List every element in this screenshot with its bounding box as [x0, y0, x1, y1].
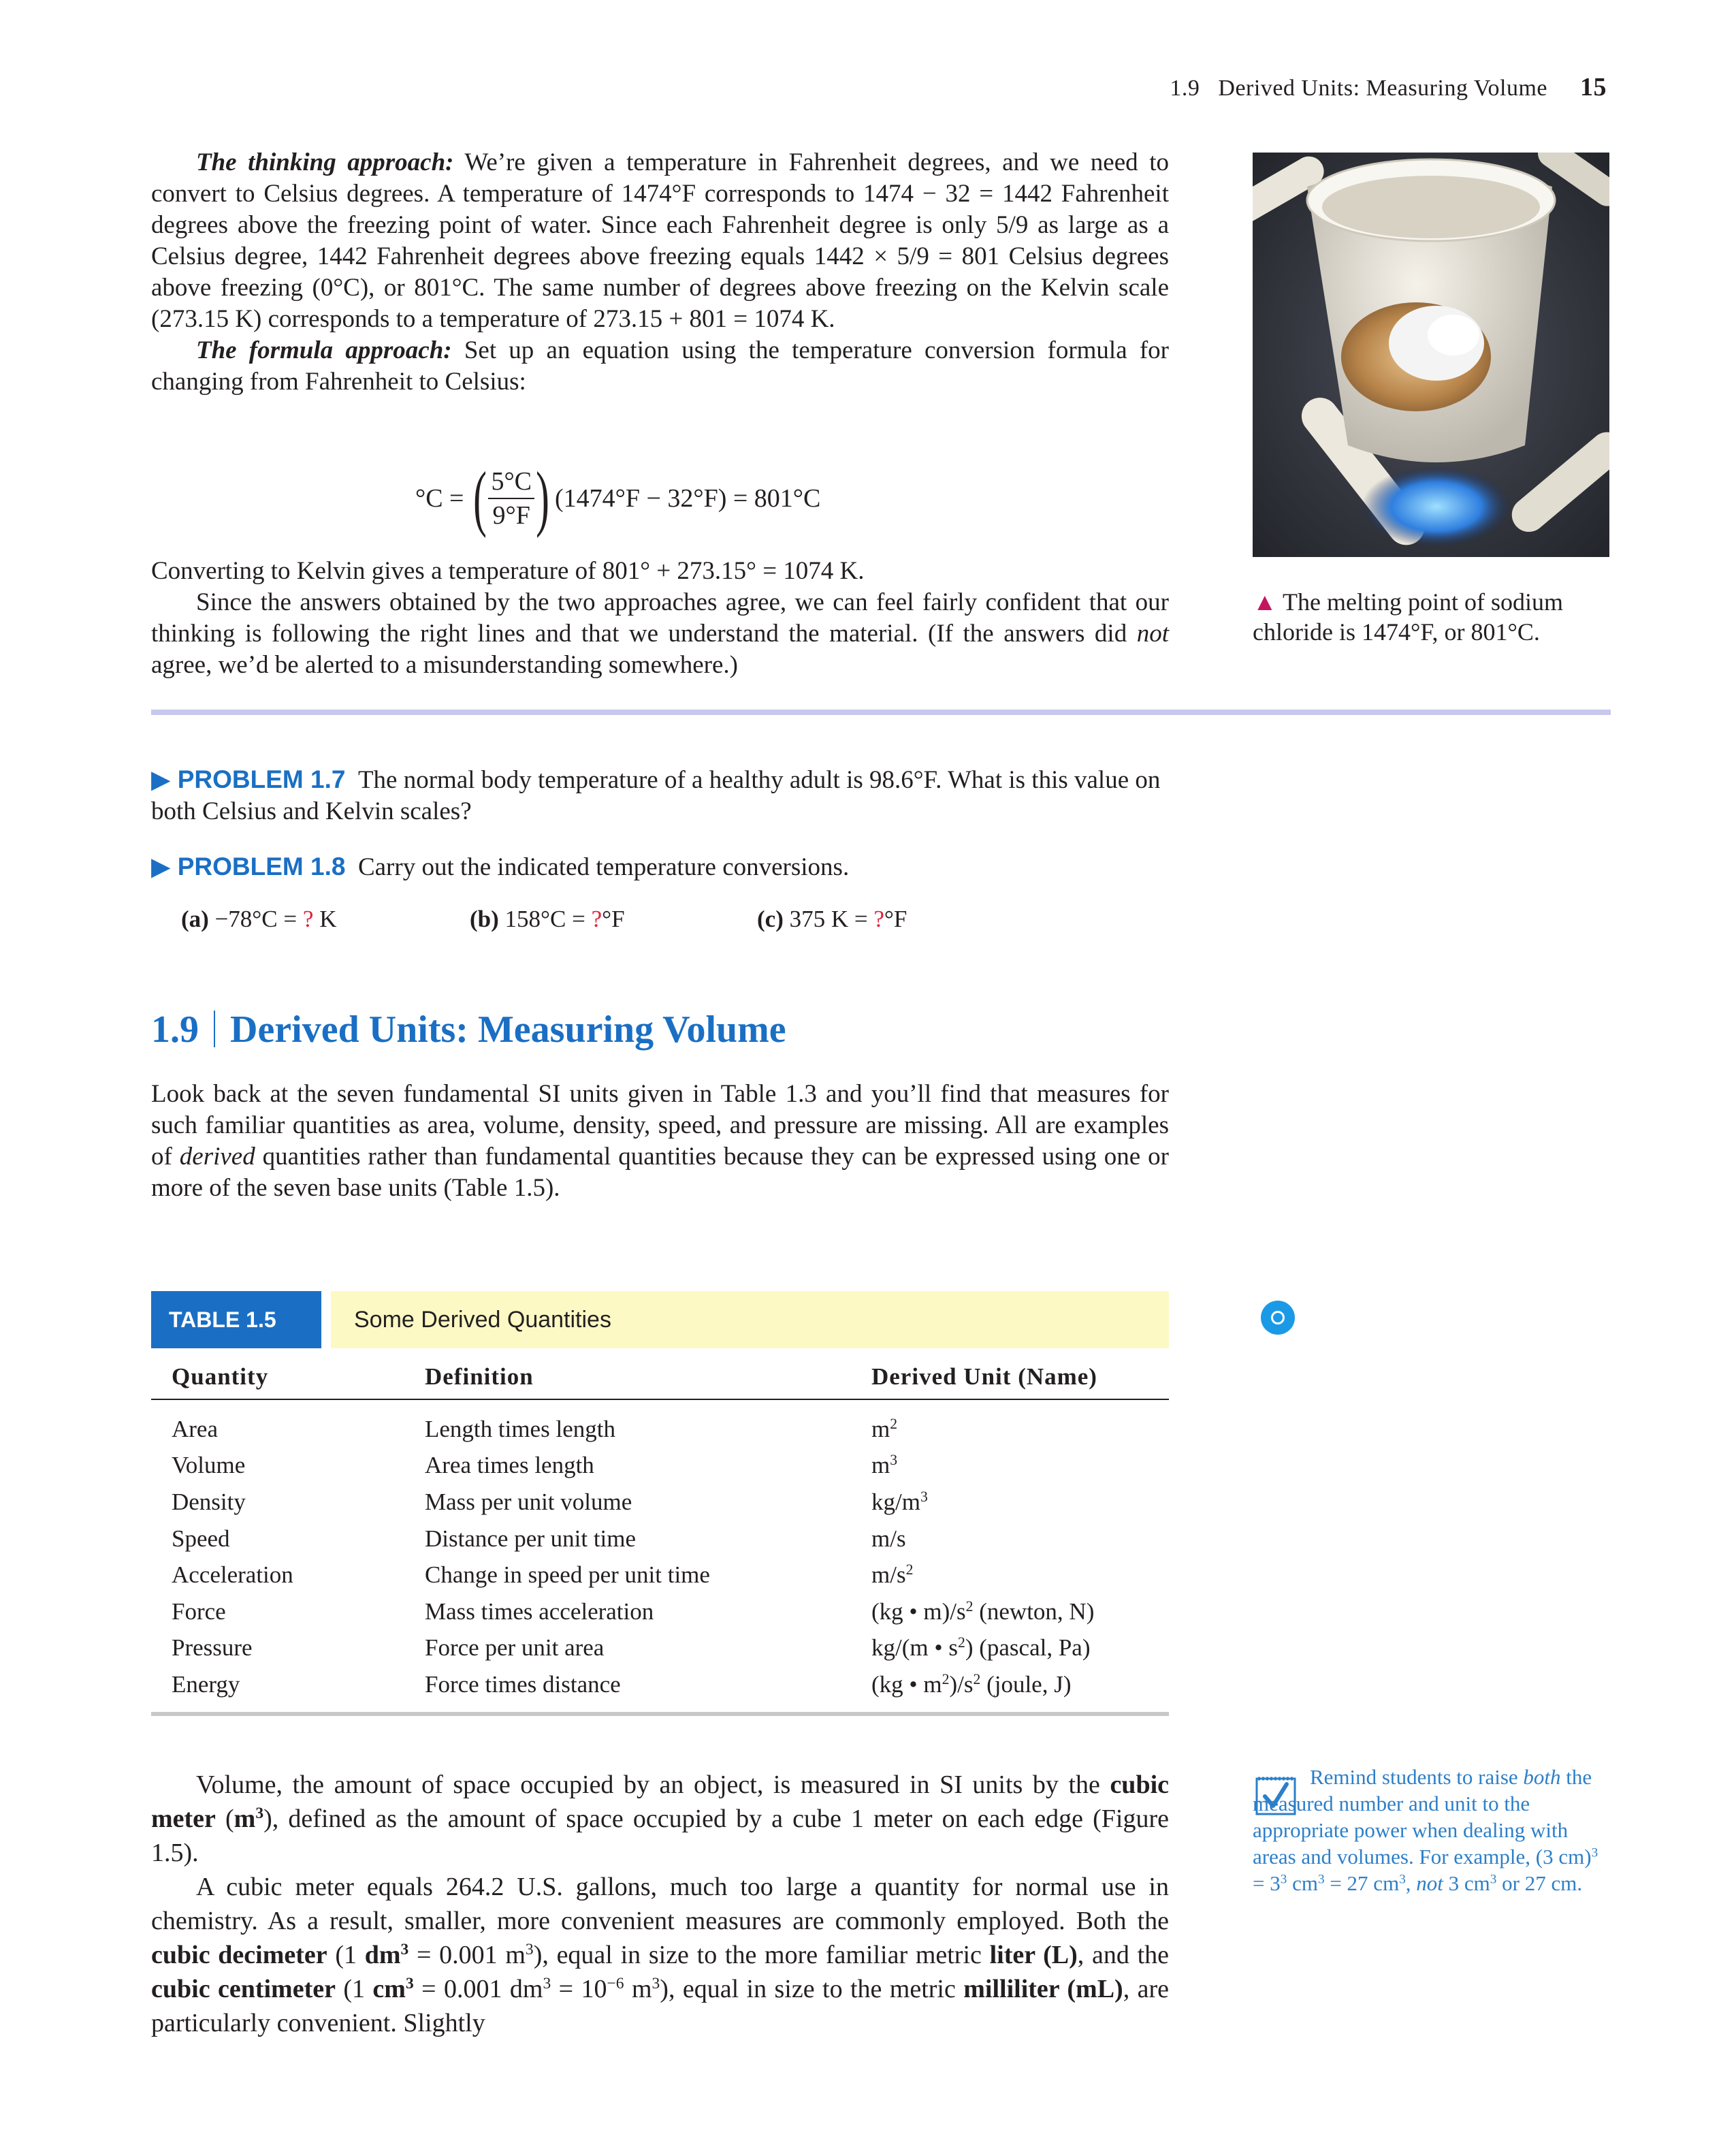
table-row: Density Mass per unit volume $kg/m^3$ — [172, 1488, 928, 1515]
thinking-approach-text: We’re given a temperature in Fahrenheit degrees, and we need to convert to Celsius degrees. A temperature of 1474°F corresponds to 1474 − 32 = 1442 Fahrenheit degrees above the freezing point of water. Since each Fahrenheit degree is only 5/9 as large as a Celsius degree, 1442 Fahrenheit degrees above freezing equals 1442 × 5/9 = 801 Celsius degrees above freezing (0°C), or 801°C. The same number of degrees above freezing on the Kelvin scale (273.15 K) corresponds to a temperature of 273.15 + 801 = 1074 K. — [151, 148, 1169, 333]
table-row: Volume Area times length $m^3$ — [172, 1452, 898, 1479]
section-number: 1.9 — [151, 1008, 199, 1051]
photo-caption — [1253, 587, 1613, 647]
right-paren: ) — [536, 458, 549, 539]
term-cubic-meter: cubic meter — [151, 1770, 1169, 1833]
emphasis-derived: derived — [179, 1143, 255, 1171]
agreement-paragraph: Since the answers obtained by the two approaches agree, we can feel fairly confident that our thinking is following the right lines and that we understand the material. (If the answers did not agree, we’d be alerted to a misunderstanding somewhere.) — [151, 588, 1169, 679]
kelvin-line: Converting to Kelvin gives a temperature of 801° + 273.15° = 1074 K. — [151, 557, 865, 585]
table-row: Acceleration Change in speed per unit time $m/s^2$ — [172, 1561, 914, 1589]
left-paren: ( — [473, 458, 487, 539]
problem-1-7-text: The normal body temperature of a healthy adult is 98.6°F. What is this value on both Celsius and Kelvin scales? — [151, 766, 1161, 825]
term-cubic-decimeter: cubic decimeter — [151, 1941, 327, 1969]
column-header-unit: Derived Unit (Name) — [851, 1356, 1169, 1399]
conclusion-text — [151, 556, 1169, 681]
problem-1-8-part-a: (a) −78°C = ? K — [181, 906, 337, 932]
page-number: 15 — [1580, 73, 1607, 101]
margin-note-text: Remind students to raise both the measured number and unit to the appropriate power when dealing with areas and volumes. For example, (3 $cm)^3 = 3^3$ $cm^3 = 27$ $cm^3$, not 3 $cm^3$ or 27 cm. — [1253, 1765, 1598, 1895]
table-row: Force Mass times acceleration (kg • $m)/s^2$ (newton, N) — [172, 1598, 1095, 1625]
formula-approach-lead: The formula approach: — [196, 336, 452, 364]
section-title: Derived Units: Measuring Volume — [230, 1008, 786, 1051]
term-liter: liter (L) — [989, 1941, 1078, 1969]
section-heading — [151, 1008, 786, 1051]
running-header-section: 1.9 Derived Units: Measuring Volume — [1170, 76, 1547, 101]
caption-text: The melting point of sodium chloride is 1474°F, or 801°C. — [1253, 588, 1563, 646]
problem-1-8-part-c: (c) 375 K = ?°F — [757, 906, 907, 932]
fraction-denominator: 9°F — [492, 501, 530, 530]
problem-1-8-part-b: (b) 158°C = ?°F — [470, 906, 625, 932]
problem-1-8-label: ▶ PROBLEM 1.8 — [151, 853, 346, 880]
table-row: Area Length times length $m^2$ — [172, 1415, 898, 1442]
formula-approach-paragraph — [151, 335, 1169, 398]
emphasis-not: not — [1136, 620, 1169, 648]
question-mark: ? — [591, 906, 602, 932]
heading-bar — [214, 1011, 215, 1047]
margin-note — [1253, 1764, 1613, 1896]
column-header-definition: Definition — [404, 1356, 851, 1399]
table-row: Energy Force times distance (kg • $m^2)/s^2$ (joule, J) — [172, 1670, 1072, 1698]
table-title: Some Derived Quantities — [331, 1291, 1169, 1348]
intro-paragraph: Look back at the seven fundamental SI units given in Table 1.3 and you’ll find that measures for such familiar quantities as area, volume, density, speed, and pressure are missing. All are examples of derived quantities rather than fundamental quantities because they can be expressed using one or more of the seven base units (Table 1.5). — [151, 1080, 1169, 1202]
problem-1-7-label: ▶ PROBLEM 1.7 — [151, 765, 346, 793]
question-mark: ? — [302, 906, 314, 932]
section-divider — [151, 710, 1611, 715]
melting-salt-crucible-photo — [1253, 153, 1609, 557]
table-bottom-rule — [151, 1712, 1169, 1716]
problem-1-8-text: Carry out the indicated temperature conversions. — [357, 853, 850, 881]
equation-lhs: °C = — [415, 484, 464, 513]
caption-triangle-icon: ▲ — [1253, 588, 1277, 616]
table-row: Speed Distance per unit time m/s — [172, 1525, 906, 1552]
term-milliliter: milliliter (mL) — [963, 1975, 1123, 2003]
cubic-meter-paragraph: Volume, the amount of space occupied by an object, is measured in SI units by the cubic meter $(m^3)$, defined as the amount of space occupied by a cube 1 meter on each edge (Figure 1.5). — [151, 1770, 1169, 1867]
worked-example-text — [151, 147, 1169, 398]
conversion-equation — [415, 458, 820, 539]
equation-rest: (1474°F − 32°F) = 801°C — [554, 484, 821, 513]
volume-text — [151, 1768, 1169, 2040]
question-mark: ? — [873, 906, 884, 932]
media-link-icon[interactable] — [1261, 1301, 1295, 1335]
formula-approach-text: Set up an equation using the temperature conversion formula for changing from Fahrenheit to Celsius: — [151, 336, 1169, 396]
liter-paragraph: A cubic meter equals 264.2 U.S. gallons, much too large a quantity for normal use in chemistry. As a result, smaller, more convenient measures are commonly employed. Both the cubic decimeter (1 $dm^3 = 0.001$ $m^3$), equal in size to the more familiar metric liter (L), and the cubic centimeter (1 $cm^3 = 0.001$ $dm^3 = 10^{-6}$ $m^3$), equal in size to the metric milliliter (mL), are particularly convenient. Slightly — [151, 1873, 1169, 2037]
fraction-numerator: 5°C — [488, 466, 534, 499]
table-row: Pressure Force per unit area kg/(m • $s^2$) (pascal, Pa) — [172, 1634, 1091, 1662]
problem-1-7 — [151, 764, 1169, 827]
table-label: TABLE 1.5 — [151, 1291, 321, 1348]
thinking-approach-lead: The thinking approach: — [196, 148, 454, 176]
equation-fraction — [488, 466, 534, 530]
thinking-approach-paragraph — [151, 147, 1169, 335]
column-header-quantity: Quantity — [151, 1356, 404, 1399]
term-cubic-centimeter: cubic centimeter — [151, 1975, 336, 2003]
running-header — [1170, 72, 1607, 102]
table-header-row — [151, 1356, 1169, 1399]
derived-quantities-table — [151, 1356, 1169, 1703]
problem-1-8 — [151, 851, 1169, 883]
